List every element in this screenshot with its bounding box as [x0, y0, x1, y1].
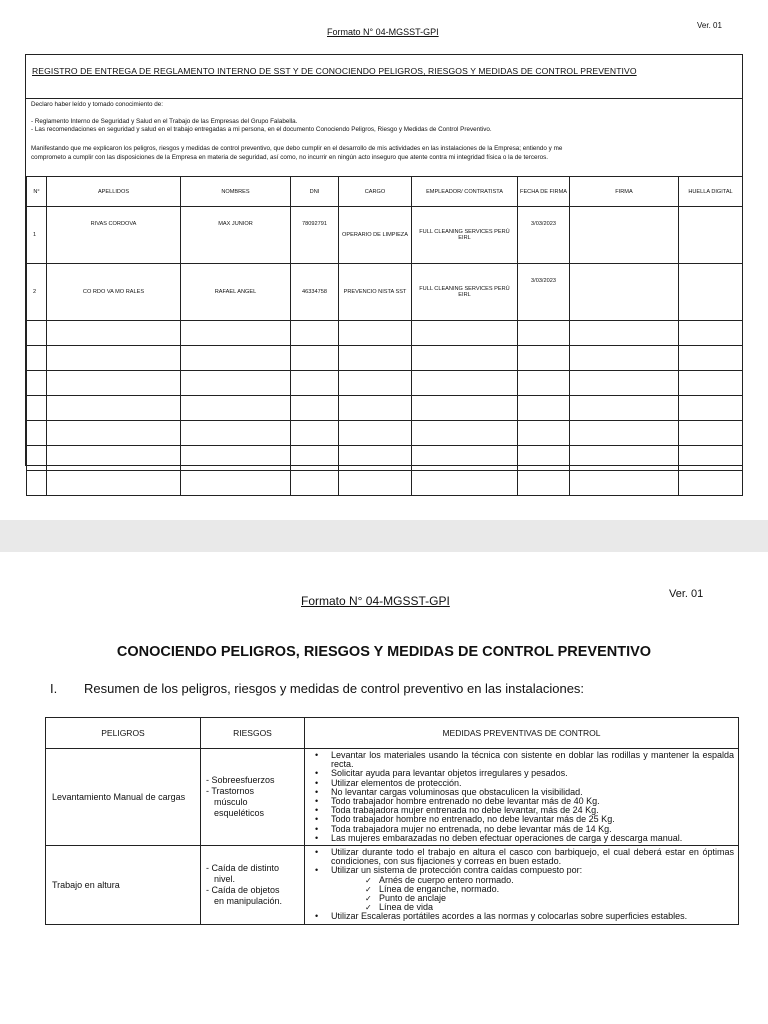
- col-header: DNI: [291, 177, 339, 207]
- riesgo-line: nivel.: [214, 873, 236, 884]
- cell-huella[interactable]: [679, 207, 743, 264]
- empty-row: [27, 396, 743, 421]
- cell-dni: 78092791: [291, 207, 339, 264]
- sub-medida-item: ✓ Línea de vida: [379, 903, 734, 912]
- cell-empleador: FULL CLEANING SERVICES PERÚ EIRL: [412, 264, 518, 321]
- cell-firma[interactable]: [570, 207, 679, 264]
- registro-box: [25, 54, 743, 466]
- medida-item: • Utilizar Escaleras portátiles acordes a las normas y colocarlas sobre superficies estables.: [331, 912, 734, 921]
- riesgo-line: - Sobreesfuerzos: [206, 775, 275, 786]
- declaration-text: Declaro haber leído y tomado conocimiento de:: [31, 101, 163, 108]
- col-header: N°: [27, 177, 47, 207]
- table-row: [46, 749, 739, 846]
- riesgo-line: músculo: [214, 797, 248, 808]
- page-peligros: [0, 552, 768, 1024]
- registro-title: REGISTRO DE ENTREGA DE REGLAMENTO INTERNO DE SST Y DE CONOCIENDO PELIGROS, RIESGOS Y MEDIDAS DE CONTROL PREVENTIVO: [26, 55, 742, 99]
- cell-apellidos: RIVAS CORDOVA: [47, 207, 181, 264]
- riesgo-line: en manipulación.: [214, 895, 283, 906]
- empty-row: [27, 421, 743, 446]
- cell-n: 2: [27, 264, 47, 321]
- col-header: MEDIDAS PREVENTIVAS DE CONTROL: [305, 718, 739, 749]
- section-text: Resumen de los peligros, riesgos y medidas de control preventivo en las instalaciones:: [84, 681, 585, 696]
- empty-row: [27, 321, 743, 346]
- cell-empleador: FULL CLEANING SERVICES PERÚ EIRL: [412, 207, 518, 264]
- empty-row: [27, 471, 743, 496]
- cell-huella[interactable]: [679, 264, 743, 321]
- manifest-line: comprometo a cumplir con las disposiciones de la Empresa en materia de seguridad, así como, no incurrir en ningún acto inseguro que atente contra mi integridad física o la de terceros.: [31, 154, 548, 161]
- cell-medidas: [305, 846, 739, 925]
- cell-fecha: 3/03/2023: [518, 264, 570, 321]
- table-header-row: [27, 177, 743, 207]
- riesgo-line: - Trastornos: [206, 786, 255, 797]
- cell-riesgos: [201, 749, 305, 846]
- col-header: CARGO: [339, 177, 412, 207]
- medida-item: • Las mujeres embarazadas no deben efectuar operaciones de carga y descarga manual.: [331, 834, 734, 843]
- section-heading: CONOCIENDO PELIGROS, RIESGOS Y MEDIDAS DE CONTROL PREVENTIVO: [116, 644, 652, 660]
- empty-row: [27, 371, 743, 396]
- medida-item: • Utilizar durante todo el trabajo en altura el casco con barbiquejo, el cual deberá estar en óptimas condiciones, con sus fijaciones y correas en buen estado.: [331, 848, 734, 866]
- col-header: PELIGROS: [46, 718, 201, 749]
- empty-row: [27, 346, 743, 371]
- sub-medida-item: ✓ Línea de enganche, normado.: [379, 885, 734, 894]
- cell-medidas: [305, 749, 739, 846]
- medida-item: [331, 866, 734, 912]
- cell-peligro: Trabajo en altura: [46, 846, 201, 925]
- riesgo-line: - Caída de distinto: [206, 862, 280, 873]
- medida-item: • Solicitar ayuda para levantar objetos irregulares y pesados.: [331, 769, 734, 778]
- declaration-item: - Reglamento Interno de Seguridad y Salud en el Trabajo de las Empresas del Grupo Falabella.: [31, 118, 298, 125]
- cell-cargo: PREVENCIO NISTA SST: [339, 264, 412, 321]
- cell-peligro: Levantamiento Manual de cargas: [46, 749, 201, 846]
- col-header: NOMBRES: [181, 177, 291, 207]
- riesgo-line: - Caída de objetos: [206, 884, 280, 895]
- version-label: Ver. 01: [697, 21, 722, 30]
- col-header: RIESGOS: [201, 718, 305, 749]
- format-code: Formato N° 04-MGSST-GPI: [301, 594, 450, 608]
- cell-riesgos: [201, 846, 305, 925]
- col-header: FIRMA: [570, 177, 679, 207]
- sub-medida-item: ✓ Arnés de cuerpo entero normado.: [379, 876, 734, 885]
- registro-table: [26, 176, 743, 496]
- table-header-row: [46, 718, 739, 749]
- col-header: EMPLEADOR/ CONTRATISTA: [412, 177, 518, 207]
- medida-item: • Todo trabajador hombre no entrenado, no debe levantar más de 25 Kg.: [331, 815, 734, 824]
- table-row: [27, 264, 743, 321]
- cell-firma[interactable]: [570, 264, 679, 321]
- empty-row: [27, 446, 743, 471]
- medida-item: • Levantar los materiales usando la técnica con sistente en doblar las rodillas y mantener la espalda recta.: [331, 751, 734, 769]
- cell-apellidos: CO RDO VA MO RALES: [47, 264, 181, 321]
- medida-text: Utilizar un sistema de protección contra caídas compuesto por:: [331, 865, 583, 876]
- cell-nombres: RAFAEL ANGEL: [181, 264, 291, 321]
- medida-item: • Toda trabajadora mujer no entrenada, no debe levantar más de 14 Kg.: [331, 825, 734, 834]
- col-header: FECHA DE FIRMA: [518, 177, 570, 207]
- section-number: I.: [50, 681, 58, 696]
- declaration-item: - Las recomendaciones en seguridad y salud en el trabajo entregadas a mi persona, en el documento Conociendo Peligros, Riesgo y Medidas de Control Preventivo.: [31, 126, 492, 133]
- col-header: HUELLA DIGITAL: [679, 177, 743, 207]
- medida-item: • Toda trabajadora mujer entrenada no debe levantar, más de 24 Kg.: [331, 806, 734, 815]
- cell-fecha: 3/03/2023: [518, 207, 570, 264]
- format-code: Formato N° 04-MGSST-GPI: [327, 27, 439, 37]
- medida-item: • No levantar cargas voluminosas que obstaculicen la visibilidad.: [331, 788, 734, 797]
- cell-dni: 46334758: [291, 264, 339, 321]
- table-row: [46, 846, 739, 925]
- peligros-table: [45, 717, 739, 925]
- cell-cargo: OPERARIO DE LIMPIEZA: [339, 207, 412, 264]
- manifest-line: Manifestando que me explicaron los peligros, riesgos y medidas de control preventivo, que debo cumplir en el desarrollo de mis actividades en las instalaciones de la Empresa; entiendo y me: [31, 145, 563, 152]
- riesgo-line: esqueléticos: [214, 808, 265, 819]
- table-row: [27, 207, 743, 264]
- version-label: Ver. 01: [669, 588, 704, 600]
- cell-n: 1: [27, 207, 47, 264]
- col-header: APELLIDOS: [47, 177, 181, 207]
- sub-medida-item: ✓ Punto de anclaje: [379, 894, 734, 903]
- cell-nombres: MAX JUNIOR: [181, 207, 291, 264]
- medida-item: • Todo trabajador hombre entrenado no debe levantar más de 40 Kg.: [331, 797, 734, 806]
- medida-item: • Utilizar elementos de protección.: [331, 779, 734, 788]
- subsection-title: [50, 681, 584, 696]
